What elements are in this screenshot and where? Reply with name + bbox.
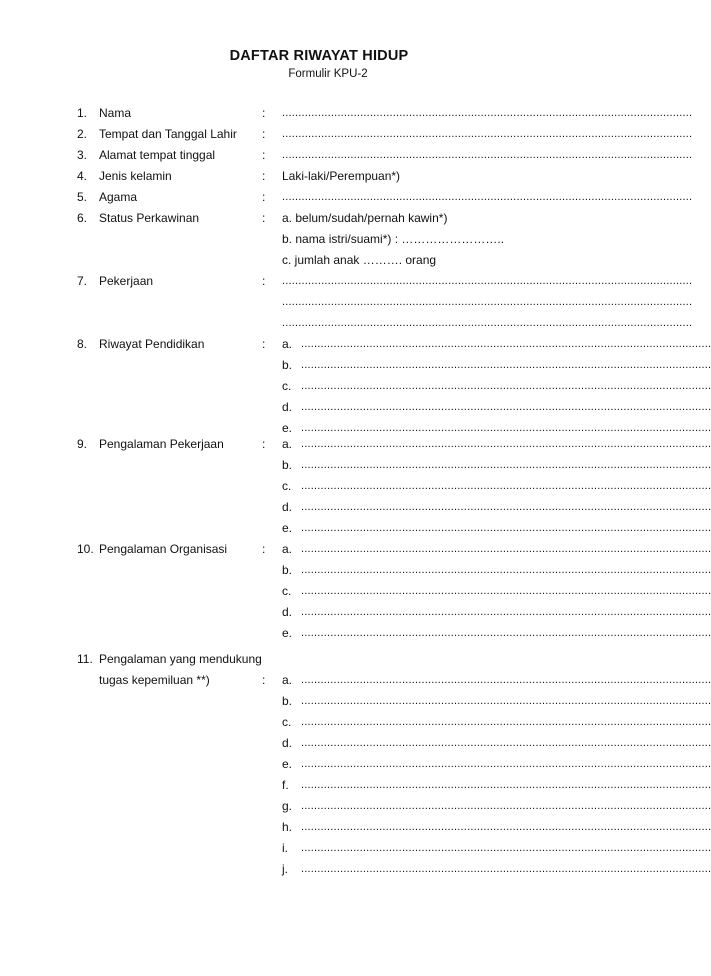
fill-line-nama[interactable]: .............................................................................................................................. — [282, 107, 693, 119]
list-letter: b. — [282, 563, 293, 577]
item-number: 7. — [77, 274, 88, 288]
list-letter: e. — [282, 626, 293, 640]
item-number: 4. — [77, 169, 88, 183]
item-colon: : — [262, 673, 266, 687]
item-label-pengalaman-pekerjaan: Pengalaman Pekerjaan — [99, 437, 224, 451]
fill-line-pendidikan[interactable]: .............................................................................................................................. — [301, 359, 711, 371]
item-number: 5. — [77, 190, 88, 204]
list-letter: d. — [282, 400, 293, 414]
list-letter: d. — [282, 736, 293, 750]
list-letter: a. — [282, 337, 293, 351]
item-label-pengalaman-pendukung: Pengalaman yang mendukung — [99, 652, 262, 666]
marital-status-options[interactable]: a. belum/sudah/pernah kawin*) — [282, 211, 448, 225]
list-letter: i. — [282, 841, 288, 855]
fill-line-agama[interactable]: .............................................................................................................................. — [282, 191, 693, 203]
fill-line-pengalaman-pekerjaan[interactable]: .............................................................................................................................. — [301, 459, 711, 471]
list-letter: b. — [282, 358, 293, 372]
item-colon: : — [262, 542, 266, 556]
item-label-pengalaman-organisasi: Pengalaman Organisasi — [99, 542, 228, 556]
list-letter: c. — [282, 479, 292, 493]
fill-line-kepemiluan[interactable]: .............................................................................................................................. — [301, 695, 711, 707]
list-letter: a. — [282, 437, 293, 451]
item-colon: : — [262, 437, 266, 451]
item-label-pengalaman-pendukung-line2: tugas kepemiluan **) — [99, 673, 210, 687]
item-number: 9. — [77, 437, 88, 451]
item-label-pekerjaan: Pekerjaan — [99, 274, 154, 288]
list-letter: c. — [282, 379, 292, 393]
list-letter: a. — [282, 542, 293, 556]
item-colon: : — [262, 106, 266, 120]
item-label-ttl: Tempat dan Tanggal Lahir — [99, 127, 237, 141]
fill-line-pekerjaan[interactable]: .............................................................................................................................. — [282, 275, 693, 287]
fill-line-pekerjaan[interactable]: .............................................................................................................................. — [282, 317, 693, 329]
item-number: 3. — [77, 148, 88, 162]
item-label-status-perkawinan: Status Perkawinan — [99, 211, 200, 225]
fill-line-pekerjaan[interactable]: .............................................................................................................................. — [282, 296, 693, 308]
fill-line-kepemiluan[interactable]: .............................................................................................................................. — [301, 674, 711, 686]
fill-line-alamat[interactable]: .............................................................................................................................. — [282, 149, 693, 161]
item-number: 2. — [77, 127, 88, 141]
fill-line-kepemiluan[interactable]: .............................................................................................................................. — [301, 821, 711, 833]
item-label-jenis-kelamin: Jenis kelamin — [99, 169, 172, 183]
item-label-agama: Agama — [99, 190, 138, 204]
list-letter: h. — [282, 820, 293, 834]
item-colon: : — [262, 169, 266, 183]
fill-line-pendidikan[interactable]: .............................................................................................................................. — [301, 422, 711, 434]
fill-line-pendidikan[interactable]: .............................................................................................................................. — [301, 380, 711, 392]
list-letter: b. — [282, 458, 293, 472]
item-colon: : — [262, 274, 266, 288]
fill-line-kepemiluan[interactable]: .............................................................................................................................. — [301, 716, 711, 728]
children-count-field[interactable]: c. jumlah anak ………. orang — [282, 253, 437, 267]
fill-line-pengalaman-pekerjaan[interactable]: .............................................................................................................................. — [301, 480, 711, 492]
item-colon: : — [262, 148, 266, 162]
list-letter: c. — [282, 584, 292, 598]
document-title: DAFTAR RIWAYAT HIDUP — [229, 48, 409, 64]
fill-line-pengalaman-pekerjaan[interactable]: .............................................................................................................................. — [301, 438, 711, 450]
fill-line-organisasi[interactable]: .............................................................................................................................. — [301, 564, 711, 576]
form-code: Formulir KPU-2 — [288, 68, 368, 80]
list-letter: j. — [282, 862, 288, 876]
fill-line-kepemiluan[interactable]: .............................................................................................................................. — [301, 779, 711, 791]
fill-line-organisasi[interactable]: .............................................................................................................................. — [301, 627, 711, 639]
item-number: 8. — [77, 337, 88, 351]
item-label-alamat: Alamat tempat tinggal — [99, 148, 216, 162]
list-letter: c. — [282, 715, 292, 729]
fill-line-organisasi[interactable]: .............................................................................................................................. — [301, 585, 711, 597]
gender-options[interactable]: Laki-laki/Perempuan*) — [282, 169, 401, 183]
list-letter: d. — [282, 605, 293, 619]
item-colon: : — [262, 127, 266, 141]
item-label-riwayat-pendidikan: Riwayat Pendidikan — [99, 337, 205, 351]
item-colon: : — [262, 211, 266, 225]
item-number: 10. — [77, 542, 94, 556]
fill-line-pendidikan[interactable]: .............................................................................................................................. — [301, 338, 711, 350]
list-letter: e. — [282, 421, 293, 435]
item-colon: : — [262, 337, 266, 351]
list-letter: f. — [282, 778, 289, 792]
item-number: 11. — [77, 652, 93, 666]
list-letter: b. — [282, 694, 293, 708]
fill-line-pengalaman-pekerjaan[interactable]: .............................................................................................................................. — [301, 501, 711, 513]
list-letter: g. — [282, 799, 293, 813]
fill-line-kepemiluan[interactable]: .............................................................................................................................. — [301, 842, 711, 854]
item-number: 1. — [77, 106, 88, 120]
fill-line-organisasi[interactable]: .............................................................................................................................. — [301, 606, 711, 618]
fill-line-kepemiluan[interactable]: .............................................................................................................................. — [301, 863, 711, 875]
list-letter: d. — [282, 500, 293, 514]
list-letter: e. — [282, 521, 293, 535]
fill-line-kepemiluan[interactable]: .............................................................................................................................. — [301, 758, 711, 770]
fill-line-ttl[interactable]: .............................................................................................................................. — [282, 128, 693, 140]
fill-line-pengalaman-pekerjaan[interactable]: .............................................................................................................................. — [301, 522, 711, 534]
fill-line-organisasi[interactable]: .............................................................................................................................. — [301, 543, 711, 555]
item-label-nama: Nama — [99, 106, 132, 120]
item-colon: : — [262, 190, 266, 204]
fill-line-kepemiluan[interactable]: .............................................................................................................................. — [301, 800, 711, 812]
fill-line-kepemiluan[interactable]: .............................................................................................................................. — [301, 737, 711, 749]
item-number: 6. — [77, 211, 88, 225]
spouse-name-field[interactable]: b. nama istri/suami*) : …………………….. — [282, 232, 505, 246]
fill-line-pendidikan[interactable]: .............................................................................................................................. — [301, 401, 711, 413]
list-letter: e. — [282, 757, 293, 771]
list-letter: a. — [282, 673, 293, 687]
